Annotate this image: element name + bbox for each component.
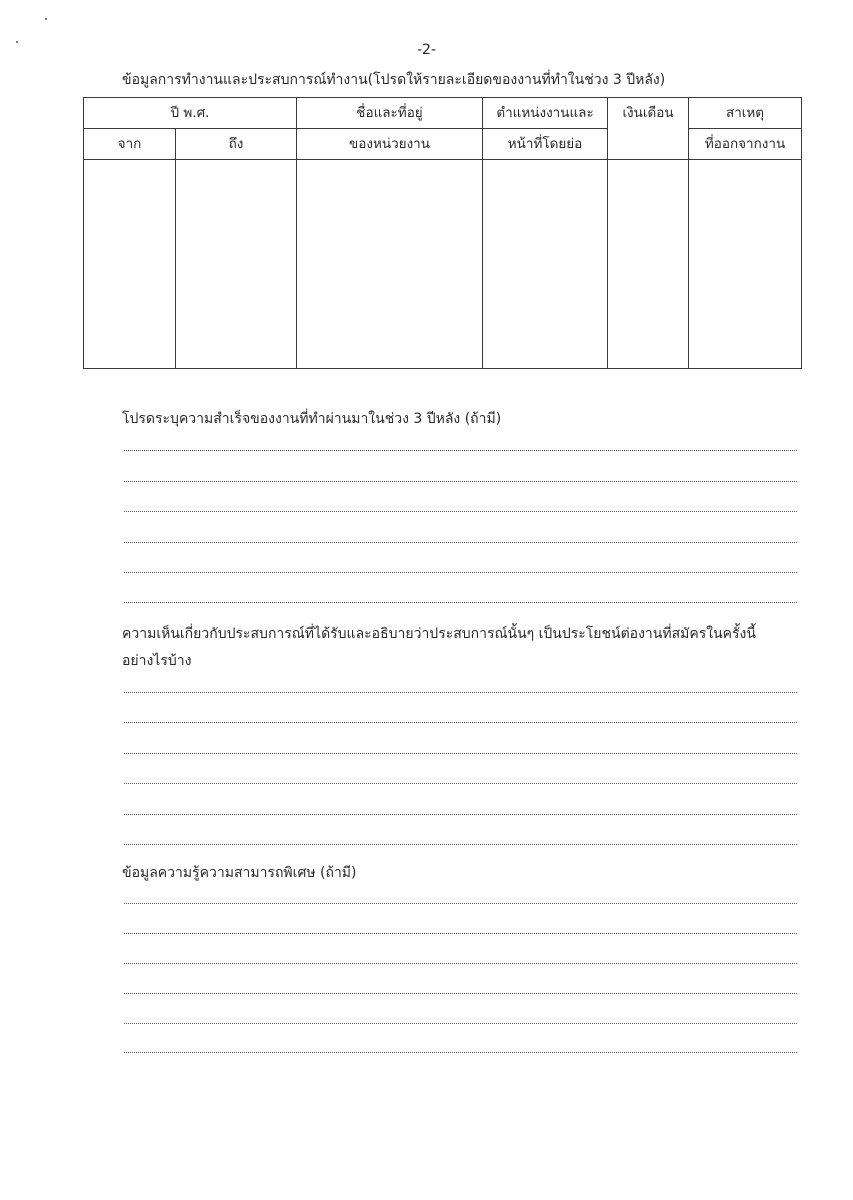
header-from: จาก [84,129,176,160]
work-history-table [83,97,802,369]
achievements-line[interactable] [124,450,797,451]
header-to: ถึง [176,129,297,160]
achievements-title: โปรดระบุความสำเร็จของงานที่ทำผ่านมาในช่วง 3 ปีหลัง (ถ้ามี) [122,411,502,427]
opinion-line[interactable] [124,753,797,754]
table-entry-row [84,160,802,369]
scan-speck [45,18,47,20]
opinion-line[interactable] [124,844,797,845]
header-salary: เงินเดือน [608,98,689,160]
header-reason-line1: สาเหตุ [689,98,802,129]
skills-line[interactable] [124,933,797,934]
header-year: ปี พ.ศ. [84,98,297,129]
achievements-line[interactable] [124,511,797,512]
opinion-line[interactable] [124,722,797,723]
opinion-line[interactable] [124,783,797,784]
achievements-line[interactable] [124,481,797,482]
skills-line[interactable] [124,1052,797,1053]
cell-org[interactable] [297,160,483,369]
header-position-line1: ตำแหน่งงานและ [483,98,608,129]
achievements-line[interactable] [124,542,797,543]
opinion-line[interactable] [124,692,797,693]
page-number: -2- [416,42,436,58]
header-org-line1: ชื่อและที่อยู่ [297,98,483,129]
opinion-question-line2: อย่างไรบ้าง [122,653,192,669]
cell-position[interactable] [483,160,608,369]
achievements-line[interactable] [124,572,797,573]
skills-title: ข้อมูลความรู้ความสามารถพิเศษ (ถ้ามี) [122,865,357,881]
achievements-line[interactable] [124,602,797,603]
opinion-question-line1: ความเห็นเกี่ยวกับประสบการณ์ที่ได้รับและอธิบายว่าประสบการณ์นั้นๆ เป็นประโยชน์ต่องานที่สมัครในครั้งนี้ [122,626,756,642]
work-section-title: ข้อมูลการทำงานและประสบการณ์ทำงาน(โปรดให้รายละเอียดของงานที่ทำในช่วง 3 ปีหลัง) [122,72,666,88]
skills-line[interactable] [124,963,797,964]
skills-line[interactable] [124,993,797,994]
cell-from[interactable] [84,160,176,369]
header-position-line2: หน้าที่โดยย่อ [483,129,608,160]
opinion-line[interactable] [124,814,797,815]
skills-line[interactable] [124,1023,797,1024]
cell-reason[interactable] [689,160,802,369]
header-reason-line2: ที่ออกจากงาน [689,129,802,160]
table-header-row [84,98,802,129]
cell-to[interactable] [176,160,297,369]
cell-salary[interactable] [608,160,689,369]
table-subheader-row [84,129,802,160]
skills-line[interactable] [124,903,797,904]
header-org-line2: ของหน่วยงาน [297,129,483,160]
